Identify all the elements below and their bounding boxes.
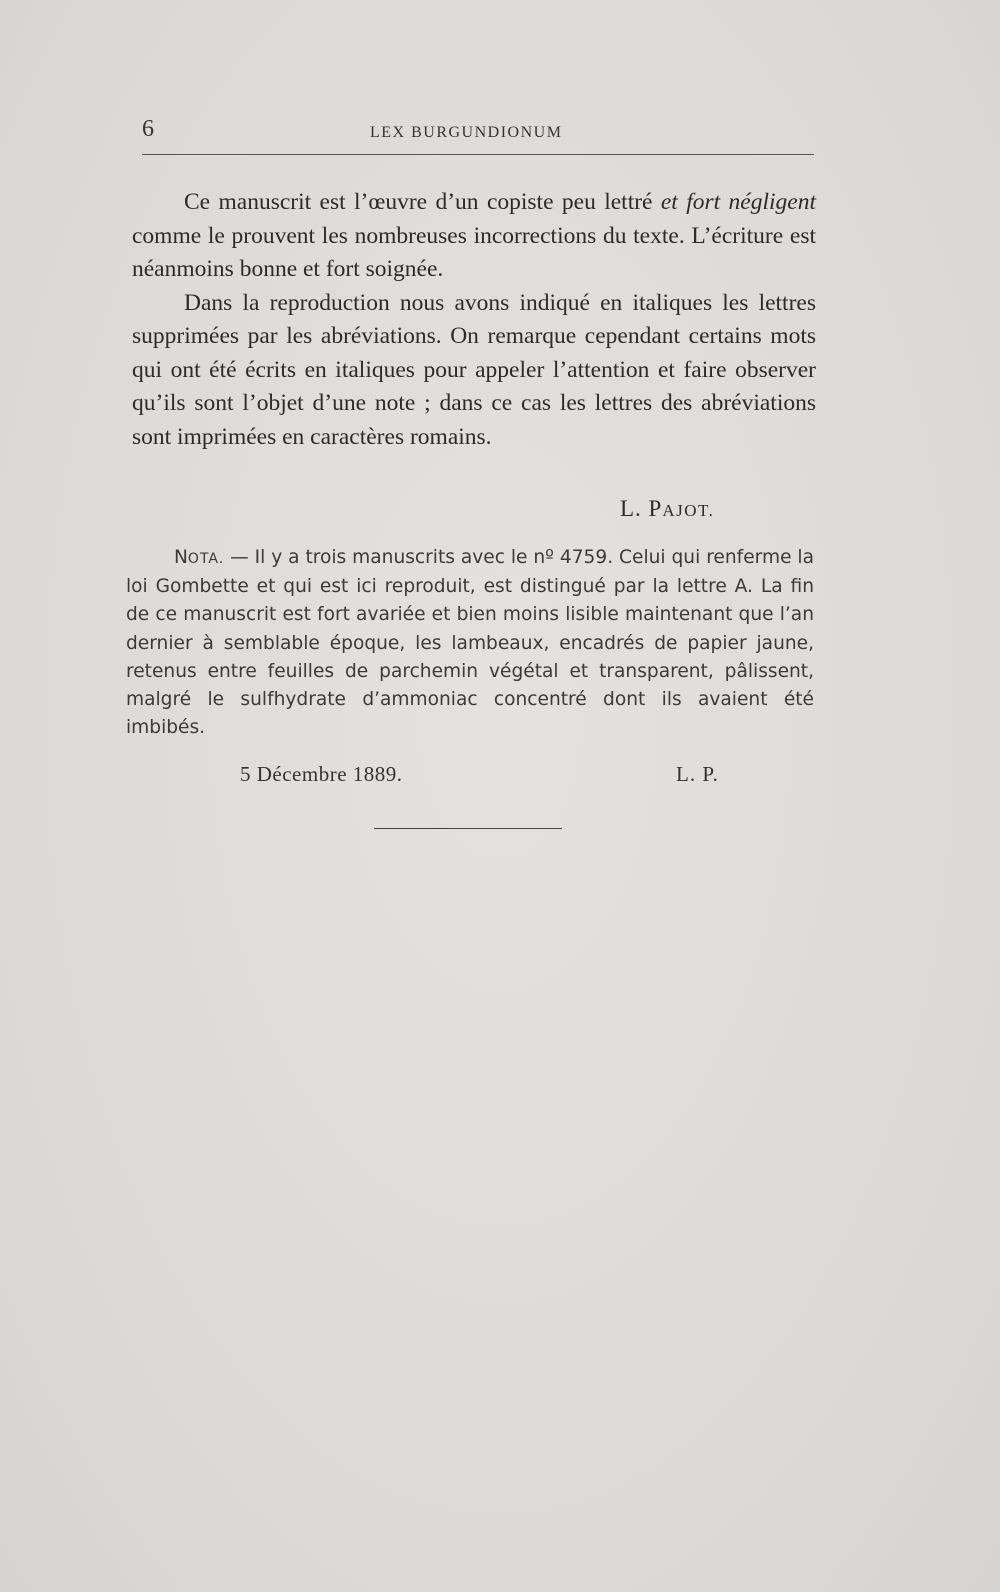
nota-initials: L. P. bbox=[676, 762, 719, 786]
running-head: LEX BURGUNDIONUM bbox=[370, 124, 563, 141]
preface-paragraph-2: Dans la reproduction nous avons indiqué en italiques les lettres supprimées par les abréviations. On remarque cependant certains mots qui ont été écrits en italiques pour appeler l’attention et faire observer qu’ils sont l’objet d’une note ; dans ce cas les lettres des abréviations sont imprimées en caractères romains. bbox=[132, 289, 816, 450]
end-rule bbox=[374, 828, 562, 829]
signature-rest: AJOT. bbox=[662, 501, 715, 520]
nota-text: — Il y a trois manuscrits avec le nº 4759. Celui qui renferme la loi Gombette et qui est ici reproduit, est distingué par la lettre A. La fin de ce manuscrit est fort avariée et bien moins lisible maintenant que l’an dernier à semblable époque, les lambeaux, encadrés de papier jaune, retenus entre feuilles de parchemin végétal et transparent, pâlissent, malgré le sulfhydrate d’ammoniac concentré dont ils avaient été imbibés. bbox=[126, 547, 814, 739]
preface-p1-start: Ce manuscrit est l’œuvre d’un copiste peu lettré bbox=[184, 189, 661, 215]
preface-paragraph-1 bbox=[132, 186, 816, 287]
page-header bbox=[142, 116, 814, 146]
nota-note bbox=[126, 544, 814, 742]
preface-p1-italic: et fort négligent bbox=[660, 189, 816, 215]
preface-text bbox=[132, 186, 816, 454]
signature-initial: L. P bbox=[620, 496, 663, 521]
nota-paragraph bbox=[126, 544, 814, 742]
preface-p1-end: comme le prouvent les nombreuses incorrections du texte. L’écriture est néanmoins bonne et fort soignée. bbox=[132, 222, 816, 282]
page-number: 6 bbox=[142, 116, 154, 142]
nota-date: 5 Décembre 1889. bbox=[240, 762, 403, 786]
signature bbox=[620, 496, 714, 522]
nota-label-initial: N bbox=[174, 547, 188, 568]
nota-label-rest: OTA. bbox=[187, 551, 225, 567]
header-rule bbox=[142, 154, 814, 155]
